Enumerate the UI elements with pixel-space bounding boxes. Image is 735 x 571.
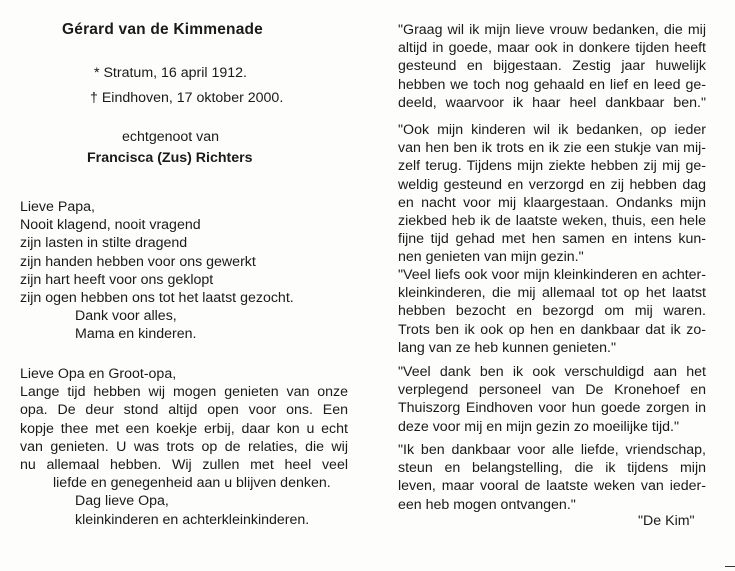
message-sign-line: kleinkinderen en achterkleinkinderen. <box>75 511 310 528</box>
paragraph-line: deeld, waarvoor ik haar heel dankbaar ben." <box>398 94 706 111</box>
paragraph-line: steun en belangstelling, die ik tijdens mijn <box>398 460 706 477</box>
paragraph-line: ziekbed heb ik de laatste weken, thuis, een hele <box>398 213 706 230</box>
paragraph-line: Thuiszorg Eindhoven voor hun goede zorgen in <box>398 400 706 417</box>
poem-line: zijn lasten in stilte dragend <box>20 235 188 252</box>
paragraph-line: nen genieten van mijn gezin." <box>398 249 584 266</box>
paragraph-line: "Graag wil ik mijn lieve vrouw bedanken, die mij <box>398 22 706 38</box>
paragraph-line: "Veel dank ben ik ook verschuldigd aan het <box>398 364 706 380</box>
poem-line: Lieve Papa, <box>20 199 95 215</box>
paragraph-line: hebben we toch nog gehaald en lief en leed ge- <box>398 76 706 93</box>
right-column <box>388 0 718 571</box>
thanks-children <box>398 121 706 267</box>
paragraph-line: gesteund en bijgestaan. Zestig jaar huwelijk <box>398 58 706 75</box>
thanks-wife <box>398 21 706 112</box>
poem-sign-line: Mama en kinderen. <box>75 326 197 343</box>
paragraph-line: lang van ze heb kunnen genieten." <box>398 339 617 356</box>
paragraph-line: deze voor mij en mijn gezin zo moeilijke tijd." <box>398 418 680 435</box>
message-line: kopje thee met een koekje erbij, daar kon u echt <box>20 420 348 437</box>
paragraph-line: Trots ben ik ook op hen en dankbaar dat ik zo- <box>398 321 706 338</box>
grandchildren-message <box>20 365 348 529</box>
paragraph-line: zelf terug. Tijdens mijn ziekte hebben zij mij ge- <box>398 158 706 175</box>
poem <box>20 198 350 344</box>
spouse-name: Francisca (Zus) Richters <box>87 150 253 166</box>
paragraph-line: een heb mogen ontvangen." <box>398 496 576 513</box>
message-line: opa. De deur stond altijd open voor ons. Een <box>20 402 348 419</box>
poem-line: zijn handen hebben voor ons gewerkt <box>20 253 256 270</box>
spouse-label: echtgenoot van <box>122 129 220 145</box>
paragraph-line: "Ik ben dankbaar voor alle liefde, vriendschap, <box>398 442 706 458</box>
poem-line: zijn hart heeft voor ons geklopt <box>20 271 214 288</box>
message-line: Lange tijd hebben wij mogen genieten van onze <box>20 384 348 401</box>
message-line: liefde en genegenheid aan u blijven denken. <box>53 475 331 492</box>
paragraph-line: "Veel liefs ook voor mijn kleinkinderen en achter- <box>398 267 706 283</box>
message-line: nu allemaal hebben. Wij zullen met heel veel <box>20 457 348 474</box>
message-line: van genieten. U was trots op de relaties, die wij <box>20 438 348 455</box>
death-line: † Eindhoven, 17 oktober 2000. <box>90 90 284 106</box>
thanks-everyone <box>398 441 706 514</box>
paragraph-line: en nacht voor mij klaargestaan. Ondanks mijn <box>398 194 706 211</box>
signature: "De Kim" <box>638 513 695 529</box>
paragraph-line: van hen ben ik trots en ik zie een stukje van mij- <box>398 140 706 157</box>
paragraph-line: fijne tijd gehad met hen samen en intens kun- <box>398 231 706 248</box>
thanks-grandchildren <box>398 266 706 357</box>
message-heading: Lieve Opa en Groot-opa, <box>20 366 177 382</box>
card-corner-mark <box>725 566 735 571</box>
thanks-caregivers <box>398 363 706 436</box>
poem-sign-line: Dank voor alles, <box>75 308 177 325</box>
paragraph-line: altijd in goede, maar ook in donkere tijden heeft <box>398 40 706 57</box>
paragraph-line: kleinkinderen, die mij allemaal tot op het laatst <box>398 285 706 302</box>
message-sign-line: Dag lieve Opa, <box>75 493 169 510</box>
paragraph-line: hebben bezocht en bezorgd om mij waren. <box>398 303 706 320</box>
paragraph-line: leven, maar vooral de laatste weken van ieder- <box>398 478 706 495</box>
deceased-name: Gérard van de Kimmenade <box>62 21 264 38</box>
paragraph-line: verplegend personeel van De Kronehoef en <box>398 382 706 399</box>
paragraph-line: "Ook mijn kinderen wil ik bedanken, op ieder <box>398 122 706 138</box>
birth-line: * Stratum, 16 april 1912. <box>94 65 247 81</box>
poem-line: Nooit klagend, nooit vragend <box>20 217 201 234</box>
poem-line: zijn ogen hebben ons tot het laatst gezocht. <box>20 290 294 307</box>
paragraph-line: weldig gesteund en verzorgd en zij hebben dag <box>398 176 706 193</box>
